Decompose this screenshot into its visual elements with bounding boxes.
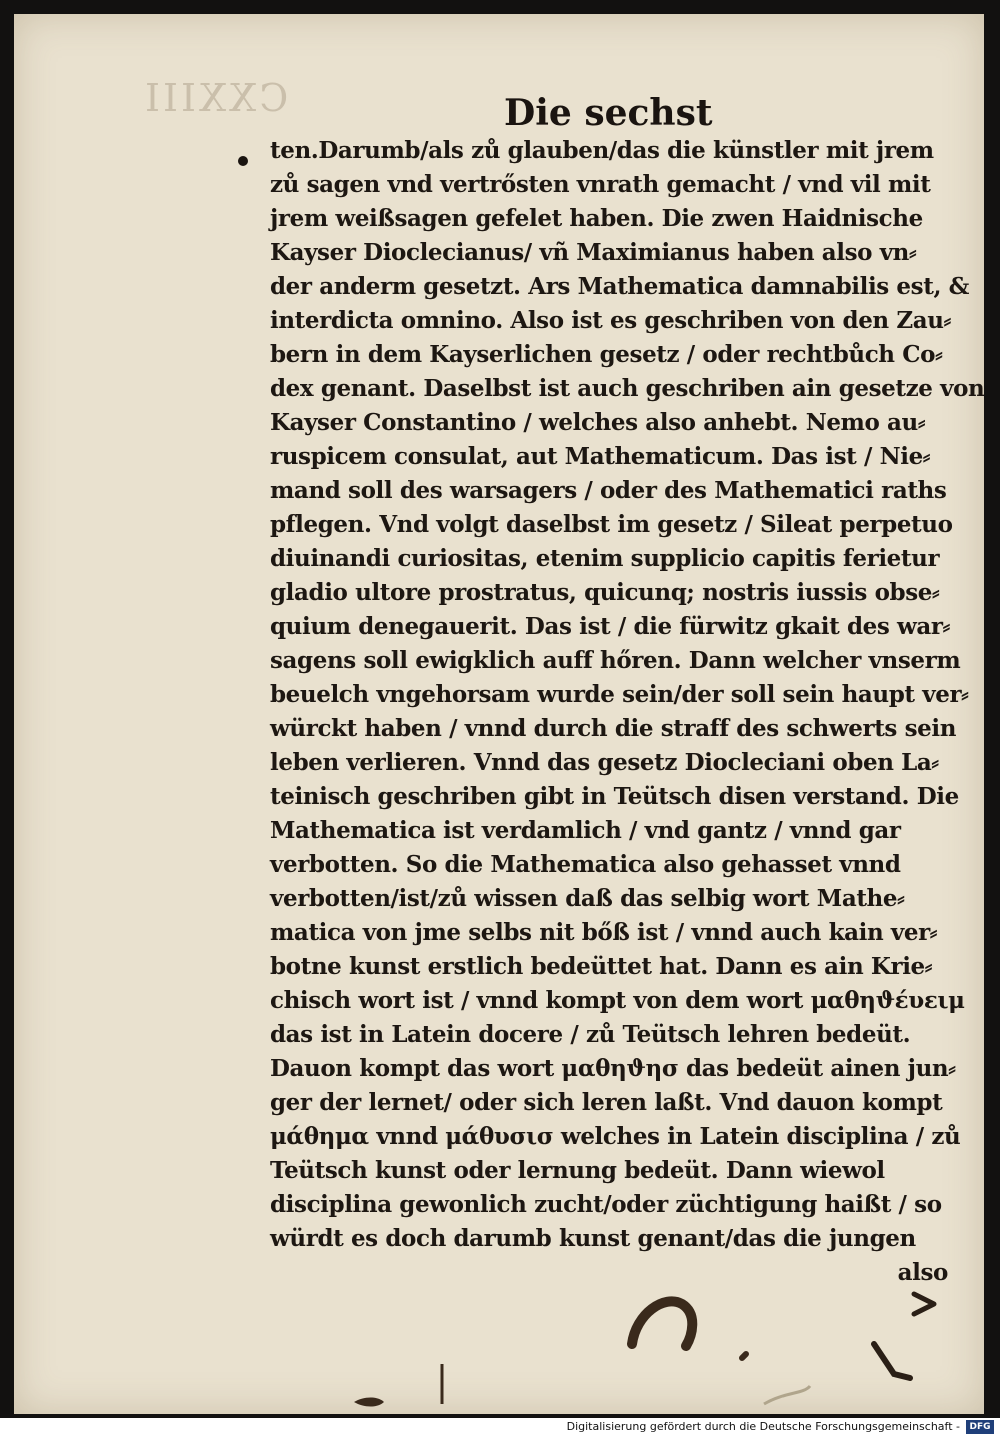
ink-stain-mark (874, 1344, 910, 1378)
ink-stain-blot (354, 1398, 384, 1407)
text-line: μάθημα vnnd μάθυσισ welches in Latein disciplina / zů (270, 1123, 961, 1150)
ink-stain-hook (632, 1301, 692, 1346)
text-line: Dauon kompt das wort μαθηϑησ das bedeüt ainen jun⸗ (270, 1055, 956, 1082)
text-line: das ist in Latein docere / zů Teütsch lehren bedeüt. (270, 1021, 911, 1048)
running-head: Die sechst (504, 92, 713, 134)
text-line: disciplina gewonlich zucht/oder züchtigung haißt / so (270, 1191, 942, 1218)
text-line: der anderm gesetzt. Ars Mathematica damnabilis est, & (270, 273, 970, 300)
margin-mark (238, 156, 248, 166)
text-line: beuelch vngehorsam wurde sein/der soll sein haupt ver⸗ (270, 681, 969, 708)
text-line: leben verlieren. Vnnd das gesetz Diocleciani oben La⸗ (270, 749, 939, 776)
text-line: verbotten/ist/zů wissen daß das selbig wort Mathe⸗ (270, 885, 905, 912)
footer-credit: Digitalisierung gefördert durch die Deutsche Forschungsgemeinschaft - (566, 1420, 960, 1433)
ink-stains (314, 1274, 954, 1414)
ink-stain-faint (764, 1386, 810, 1404)
text-line: Kayser Constantino / welches also anhebt. Nemo au⸗ (270, 409, 926, 436)
text-line: ten.Darumb/als zů glauben/das die künstler mit jrem (270, 137, 934, 164)
text-line: Kayser Dioclecianus/ vñ Maximianus haben also vn⸗ (270, 239, 917, 266)
text-line: zů sagen vnd vertrősten vnrath gemacht / vnd vil mit (270, 171, 931, 198)
text-line: botne kunst erstlich bedeüttet hat. Dann es ain Krie⸗ (270, 953, 933, 980)
text-line: mand soll des warsagers / oder des Mathematici raths (270, 477, 947, 504)
text-line: jrem weißsagen gefelet haben. Die zwen Haidnische (270, 205, 923, 232)
text-line: ruspicem consulat, aut Mathematicum. Das ist / Nie⸗ (270, 443, 931, 470)
text-line: bern in dem Kayserlichen gesetz / oder rechtbůch Co⸗ (270, 341, 943, 368)
text-line: Mathematica ist verdamlich / vnd gantz / vnnd gar (270, 817, 901, 844)
body-text (270, 134, 985, 1290)
catchword: also (897, 1259, 948, 1286)
text-line: würdt es doch darumb kunst genant/das die jungen (270, 1225, 916, 1252)
text-line: pflegen. Vnd volgt daselbst im gesetz / Sileat perpetuo (270, 511, 953, 538)
text-line: interdicta omnino. Also ist es geschriben von den Zau⸗ (270, 307, 951, 334)
dfg-logo: DFG (966, 1420, 994, 1434)
text-line: sagens soll ewigklich auff hőren. Dann welcher vnserm (270, 647, 961, 674)
text-line: ger der lernet/ oder sich leren laßt. Vnd dauon kompt (270, 1089, 943, 1116)
text-line: würckt haben / vnnd durch die straff des schwerts sein (270, 715, 957, 742)
text-line: Teütsch kunst oder lernung bedeüt. Dann wiewol (270, 1157, 885, 1184)
text-line: diuinandi curiositas, etenim supplicio capitis ferietur (270, 545, 940, 572)
ink-stain-small (914, 1294, 934, 1314)
text-line: verbotten. So die Mathematica also gehasset vnnd (270, 851, 901, 878)
text-line: quium denegauerit. Das ist / die fürwitz gkait des war⸗ (270, 613, 950, 640)
text-line: teinisch geschriben gibt in Teütsch disen verstand. Die (270, 783, 959, 810)
folio-number-bleedthrough: CXXIII (142, 76, 289, 120)
text-line: dex genant. Daselbst ist auch geschriben ain gesetze von (270, 375, 985, 402)
text-line: matica von jme selbs nit bőß ist / vnnd auch kain ver⸗ (270, 919, 938, 946)
book-page (14, 14, 984, 1414)
ink-stain-tick (742, 1354, 746, 1358)
text-line: gladio ultore prostratus, quicunq; nostris iussis obse⸗ (270, 579, 940, 606)
footer-bar (0, 1418, 1000, 1437)
text-line: chisch wort ist / vnnd kompt von dem wort μαθηϑέυειμ (270, 987, 965, 1014)
